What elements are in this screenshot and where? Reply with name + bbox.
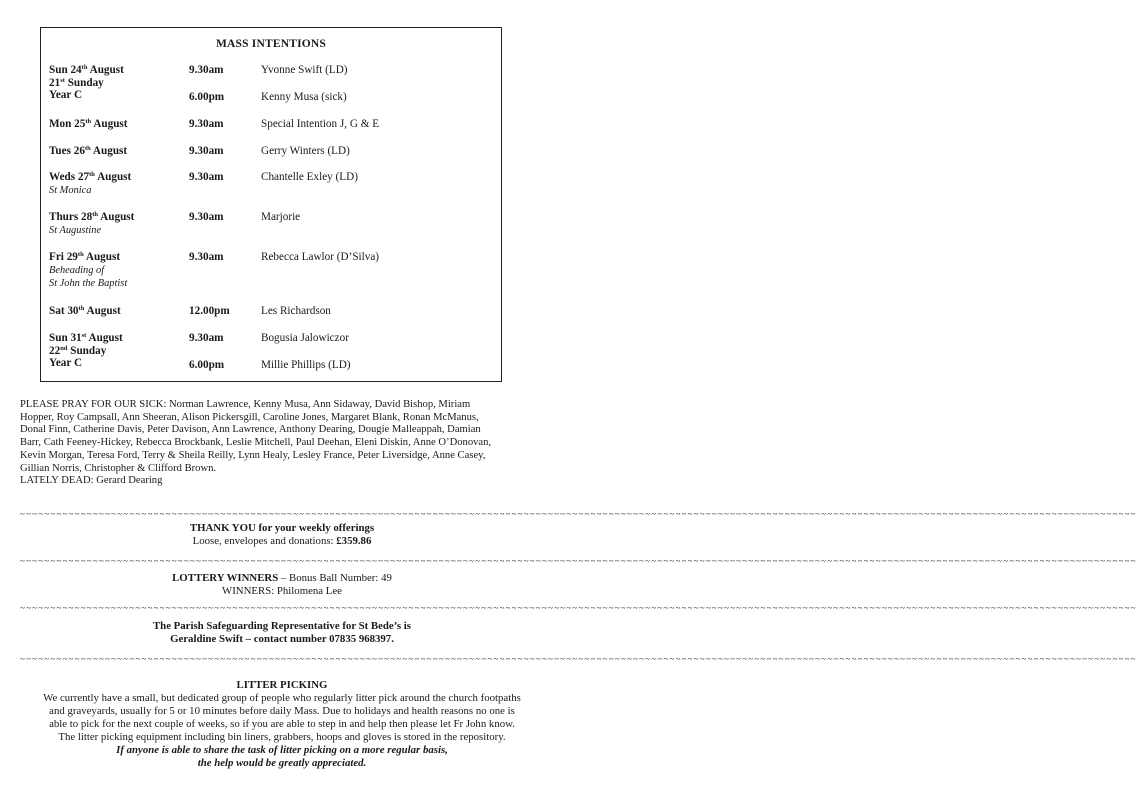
sick-line: Gillian Norris, Christopher & Clifford Brown. [20,462,217,474]
litter-notice: LITTER PICKING We currently have a small, but dedicated group of people who regularly litter pick around the church footpaths and graveyards, usually for 5 or 10 minutes before daily Mass. Due to holidays and health reasons no one is able to pick for the next couple of weeks, so if you are able to step in and help then please let Fr John know. The litter picking equipment including bin liners, grabbers, hoops and gloves is stored in the repository. If anyone is able to share the task of litter picking on a more regular basis, the help would be greatly appreciated. [20,679,544,770]
litter-appeal: the help would be greatly appreciated. [197,757,367,769]
divider: ~~~~~~~~~~~~~~~~~~~~~~~~~~~~~~~~~~~~~~~~~~~~~~~~~~~~~~~~~~~~~~~~~~~~~~~~~~~~~~~~~~~~~~~~~~~~~~~~~~~~~~~~~~~~~~~~~~~~~~~~~~~~~~~~~~~~~~~~~~~~~~~~~~~~~~~~~~~~~~~~~~~~~~~~~~~~~~~~~~~~~~~~ [20,509,1137,519]
mass-day: Thurs 28th August St Augustine [49,211,135,236]
feast-day: St John the Baptist [49,277,128,289]
feast-day: St Monica [49,184,92,196]
mass-intention: Rebecca Lawlor (D’Silva) [261,251,380,263]
mass-intention: Yvonne Swift (LD) [261,64,348,76]
mass-time: 6.00pm [189,359,225,371]
mass-day: Sat 30th August [49,305,121,317]
offerings-title: THANK YOU [189,522,256,534]
offerings-label: Loose, envelopes and donations: [192,535,337,547]
sick-line: Hopper, Roy Campsall, Ann Sheeran, Alison Pickersgill, Caroline Jones, Margaret Blank, Ronan McManus, [20,411,479,423]
mass-time: 12.00pm [189,305,230,317]
sick-line: PLEASE PRAY FOR OUR SICK: Norman Lawrence, Kenny Musa, Ann Sidaway, David Bishop, Miriam [20,399,471,410]
sick-list [20,399,544,488]
litter-appeal: If anyone is able to share the task of litter picking on a more regular basis, [116,744,448,756]
sick-line: Donal Finn, Catherine Davis, Peter Davison, Ann Lawrence, Anthony Dearing, Dougie Malleappah, Damian [20,424,481,436]
divider: ~~~~~~~~~~~~~~~~~~~~~~~~~~~~~~~~~~~~~~~~~~~~~~~~~~~~~~~~~~~~~~~~~~~~~~~~~~~~~~~~~~~~~~~~~~~~~~~~~~~~~~~~~~~~~~~~~~~~~~~~~~~~~~~~~~~~~~~~~~~~~~~~~~~~~~~~~~~~~~~~~~~~~~~~~~~~~~~~~~~~~~~~ [20,654,1137,664]
mass-intention: Marjorie [261,211,301,223]
mass-intention: Kenny Musa (sick) [261,91,347,103]
mass-time: 9.30am [189,332,224,344]
lottery-title: LOTTERY WINNERS [172,572,279,584]
sick-line: Barr, Cath Feeney-Hickey, Rebecca Brockbank, Leslie Mitchell, Paul Deehan, Eleni Diskin, Anne O’Donovan, [20,437,492,449]
mass-time: 9.30am [189,64,224,76]
mass-day: Mon 25th August [49,118,128,130]
mass-time: 9.30am [189,145,224,157]
mass-intention: Gerry Winters (LD) [261,145,350,157]
mass-intention: Special Intention J, G & E [261,118,380,130]
lottery-notice: LOTTERY WINNERS – Bonus Ball Number: 49 WINNERS: Philomena Lee [20,572,544,598]
divider: ~~~~~~~~~~~~~~~~~~~~~~~~~~~~~~~~~~~~~~~~~~~~~~~~~~~~~~~~~~~~~~~~~~~~~~~~~~~~~~~~~~~~~~~~~~~~~~~~~~~~~~~~~~~~~~~~~~~~~~~~~~~~~~~~~~~~~~~~~~~~~~~~~~~~~~~~~~~~~~~~~~~~~~~~~~~~~~~~~~~~~~~~ [20,556,1137,566]
lately-dead: LATELY DEAD: Gerard Dearing [20,475,163,487]
sick-line: Kevin Morgan, Teresa Ford, Terry & Sheila Reilly, Lynn Healy, Lesley France, Peter Liversidge, Anne Casey, [20,449,486,461]
litter-title: LITTER PICKING [236,679,328,691]
mass-time: 9.30am [189,211,224,223]
offerings-notice: THANK YOU for your weekly offerings Loose, envelopes and donations: £359.86 [189,522,375,547]
mass-time: 9.30am [189,251,224,263]
mass-intentions-title: MASS INTENTIONS [215,38,327,50]
mass-day: Sun 31st August 22nd Sunday Year C [49,332,123,369]
mass-intention: Millie Phillips (LD) [261,359,351,371]
feast-day: Beheading of [49,264,105,276]
mass-day: Sun 24th August 21st Sunday Year C [49,64,124,101]
mass-day: Weds 27th August St Monica [49,171,132,196]
feast-day: St Augustine [49,224,102,236]
mass-intention: Bogusia Jalowiczor [261,332,349,344]
mass-time: 9.30am [189,118,224,130]
mass-time: 6.00pm [189,91,225,103]
divider: ~~~~~~~~~~~~~~~~~~~~~~~~~~~~~~~~~~~~~~~~~~~~~~~~~~~~~~~~~~~~~~~~~~~~~~~~~~~~~~~~~~~~~~~~~~~~~~~~~~~~~~~~~~~~~~~~~~~~~~~~~~~~~~~~~~~~~~~~~~~~~~~~~~~~~~~~~~~~~~~~~~~~~~~~~~~~~~~~~~~~~~~~ [20,603,1137,613]
offerings-amount: £359.86 [336,535,372,547]
mass-day: Tues 26th August [49,145,128,157]
mass-intentions-box [40,27,502,382]
mass-time: 9.30am [189,171,224,183]
safeguarding-notice: The Parish Safeguarding Representative for St Bede’s is Geraldine Swift – contact number 07835 968397. [152,620,412,645]
mass-intention: Chantelle Exley (LD) [261,171,358,183]
mass-intention: Les Richardson [261,305,331,317]
lottery-winners: WINNERS: Philomena Lee [222,585,342,597]
mass-day: Fri 29th August Beheading of St John the Baptist [49,251,128,289]
